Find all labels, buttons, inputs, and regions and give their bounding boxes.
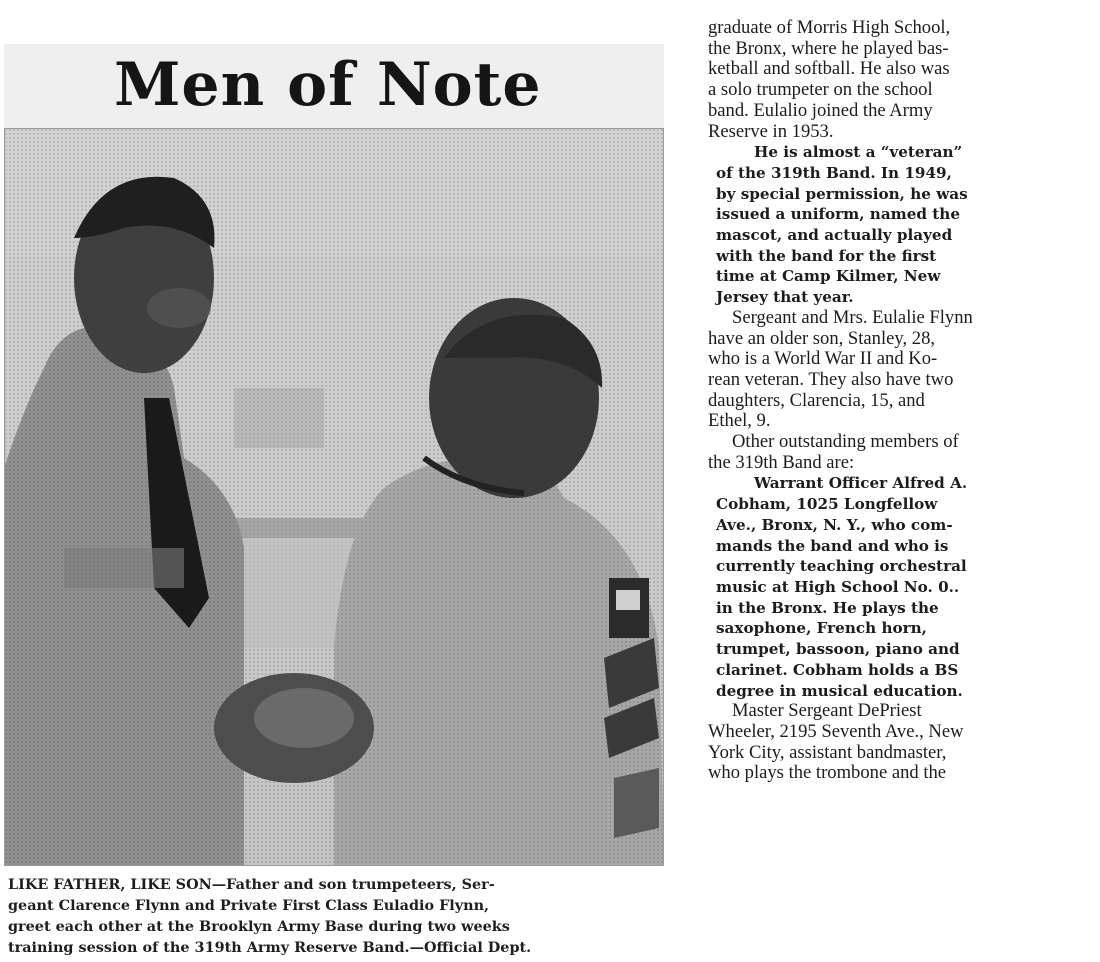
article-line: mascot, and actually played — [716, 226, 953, 245]
article-line: band. Eulalio joined the Army — [708, 99, 933, 121]
article-line: saxophone, French horn, — [716, 619, 927, 638]
article-line: Reserve in 1953. — [708, 120, 834, 142]
article-line: Ethel, 9. — [708, 410, 771, 432]
headline-band — [4, 44, 664, 128]
article-line: Warrant Officer Alfred A. — [754, 474, 968, 493]
photo-panel — [4, 44, 664, 866]
article-line: clarinet. Cobham holds a BS — [716, 660, 959, 679]
article-line: graduate of Morris High School, — [708, 17, 951, 38]
article-line: who plays the trombone and the — [708, 762, 947, 784]
photo-caption — [8, 874, 668, 958]
article-line: degree in musical education. — [716, 681, 963, 700]
article-line: mands the band and who is — [716, 536, 949, 555]
caption-line: LIKE FATHER, LIKE SON—Father and son trumpeteers, Ser- — [8, 876, 495, 893]
photo-father-and-son — [4, 128, 664, 866]
article-line: time at Camp Kilmer, New — [716, 267, 941, 286]
article-line: Wheeler, 2195 Seventh Ave., New — [708, 720, 964, 742]
article-line: the Bronx, where he played bas- — [708, 37, 949, 59]
article-line: Jersey that year. — [716, 288, 854, 307]
article-line: issued a uniform, named the — [716, 205, 961, 224]
article-line: daughters, Clarencia, 15, and — [708, 389, 925, 411]
article-line: have an older son, Stanley, 28, — [708, 327, 936, 349]
article-line: trumpet, bassoon, piano and — [716, 640, 960, 659]
article-line: Sergeant and Mrs. Eulalie Flynn — [732, 306, 973, 328]
article-line: currently teaching orchestral — [716, 557, 967, 576]
article-line: in the Bronx. He plays the — [716, 598, 939, 617]
article-line: Ave., Bronx, N. Y., who com- — [716, 515, 953, 534]
article-line: the 319th Band are: — [708, 451, 855, 473]
article-line: of the 319th Band. In 1949, — [716, 163, 952, 182]
article-line: rean veteran. They also have two — [708, 368, 954, 390]
article-line: Cobham, 1025 Longfellow — [716, 495, 938, 514]
article-line: music at High School No. 0.. — [716, 577, 960, 596]
headline: Men of Note — [114, 50, 542, 120]
article-line: He is almost a “veteran” — [754, 143, 963, 162]
article-line: who is a World War II and Ko- — [708, 348, 938, 370]
article-line: ketball and softball. He also was — [708, 58, 950, 80]
article-line: Other outstanding members of — [732, 431, 959, 453]
article-line: York City, assistant bandmaster, — [708, 741, 947, 763]
article-line: Master Sergeant DePriest — [732, 700, 922, 722]
caption-line: training session of the 319th Army Reserve Band.—Official Dept. — [8, 939, 532, 956]
caption-line: greet each other at the Brooklyn Army Base during two weeks — [8, 918, 510, 935]
article-line: by special permission, he was — [716, 184, 968, 203]
caption-line: geant Clarence Flynn and Private First Class Euladio Flynn, — [8, 897, 490, 914]
article-line: a solo trumpeter on the school — [708, 79, 933, 101]
article-column — [708, 18, 1086, 784]
article-line: with the band for the first — [716, 246, 937, 265]
